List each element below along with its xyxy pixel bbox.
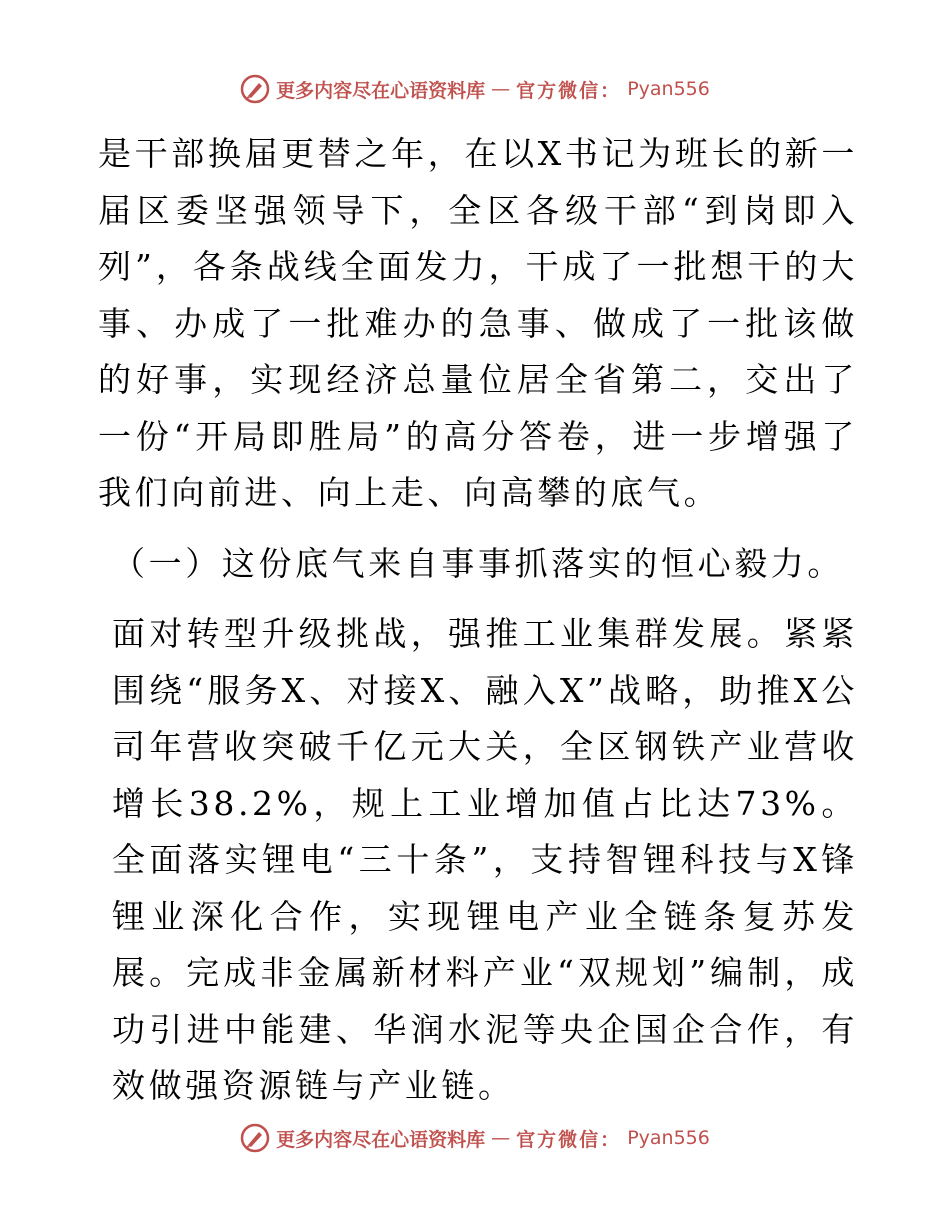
watermark-wechat-label: 官方微信： bbox=[516, 79, 622, 102]
watermark-wechat-label: 官方微信： bbox=[516, 1128, 622, 1151]
watermark-wechat-id: Pyan556 bbox=[627, 1127, 710, 1149]
watermark-brand-text: 更多内容尽在心语资料库 bbox=[276, 79, 486, 102]
section-heading: （一）这份底气来自事事抓落实的恒心毅力。 bbox=[112, 543, 844, 583]
paragraph-intro: 是干部换届更替之年，在以X书记为班长的新一届区委坚强领导下，全区各级干部“到岗即入列”，各条战线全面发力，干成了一批想干的大事、办成了一批难办的急事、做成了一批该做的好事，实现经济总量位居全省第二，交出了一份“开局即胜局”的高分答卷，进一步增强了我们向前进、向上走、向高攀的底气。 bbox=[98, 134, 858, 512]
pen-logo-icon bbox=[240, 74, 270, 104]
watermark-dash: — bbox=[491, 1127, 511, 1149]
document-body bbox=[98, 126, 858, 1115]
watermark-dash: — bbox=[491, 78, 511, 100]
pen-logo-icon bbox=[240, 1123, 270, 1153]
watermark-wechat-id: Pyan556 bbox=[627, 78, 710, 100]
header-watermark bbox=[0, 74, 950, 104]
paragraph-industry: 面对转型升级挑战，强推工业集群发展。紧紧围绕“服务X、对接X、融入X”战略，助推X公司年营收突破千亿元大关，全区钢铁产业营收增长38.2%，规上工业增加值占比达73%。全面落实锂电“三十条”，支持智锂科技与X锋锂业深化合作，实现锂电产业全链条复苏发展。完成非金属新材料产业“双规划”编制，成功引进中能建、华润水泥等央企国企合作，有效做强资源链与产业链。 bbox=[112, 614, 858, 1105]
watermark-brand-text: 更多内容尽在心语资料库 bbox=[276, 1128, 486, 1151]
footer-watermark bbox=[0, 1123, 950, 1153]
